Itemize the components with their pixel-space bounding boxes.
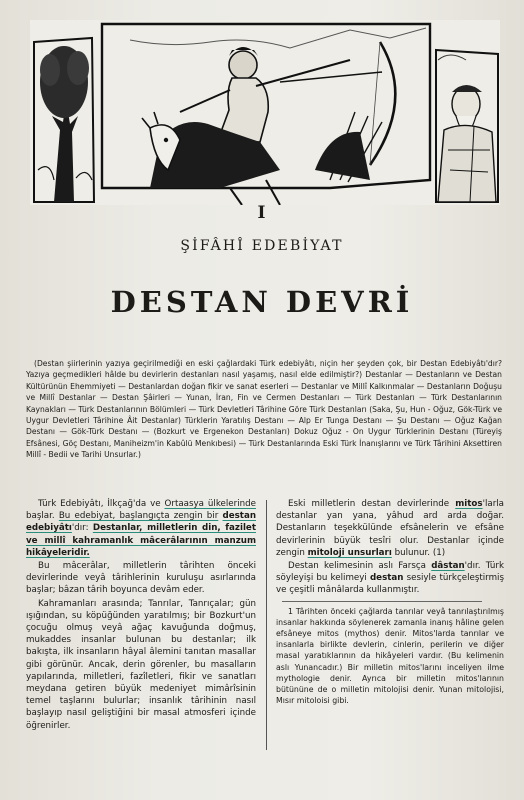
text-run: sesiyle türkçeleştirmiş ve çeşitli mânâlarda kullanmıştır.: [276, 573, 505, 596]
left-paragraph-3: Kahramanları arasında; Tanrılar, Tanrıçalar; gün ışığından, su köpüğünden yaratılmış; bir Bozkurt'un çocuğu olmuş veyâ ağaç kavuğunda doğmuş, mukaddes insanlar bulunan bu destanlar; ilk bakışta, ilk insanların hâyal âlemini tanıtan masallar gibi görünür. Ancak, derin görenler, bu masalların yapılarında, milletleri, fazîletleri, fikir ve sanatları meydana getiren büyük medeniyet mimârîsinin temel taşlarını bulurlar; insanlık târihinin nasıl başlayıp nasıl geliştiğini bir masal atmosferi içinde öğrenirler.: [26, 598, 256, 731]
illustration-svg: [30, 20, 500, 205]
text-run: Türk Edebiyâtı, İlkçağ'da ve: [38, 499, 165, 509]
highlighted-text: Bu edebiyat, başlangıçta zengin bir: [58, 511, 219, 522]
bold-term: mitoloji unsurları: [307, 547, 392, 558]
bold-term: destan: [369, 573, 404, 584]
column-divider: [266, 500, 267, 750]
text-run: Eski milletlerin destan devirlerinde: [288, 499, 456, 509]
bold-definition: Destanlar, milletlerin din, fazilet ve millî kahramanlık mâcerâlarının manzum hikâyeleridir.: [26, 523, 256, 558]
right-paragraph-1: [276, 498, 504, 559]
text-run: Destan kelimesinin aslı Farsça: [288, 561, 432, 572]
text-run: 'dır. Türk söyleyişi bu kelimeyi: [276, 561, 504, 584]
right-column: [276, 498, 504, 707]
chapter-illustration: [30, 20, 500, 205]
chapter-title: DESTAN DEVRİ: [110, 285, 414, 319]
footnote: 1 Târihten önceki çağlarda tanrılar veyâ tanrılaştırılmış insanlar hakkında söylenerek zamanla inanış hâline gelen efsâneye mitos (mythos) denir. Mitos'larda tanrılar ve insanlarla birlikte devlerin, cinlerin, perilerin ve diğer masal yaratıklarının da hikâyeleri vardır. (Bu kelimenin aslı Yunancadır.) Bir milletin mitos'larını inceliyen ilme mythologie denir. Ayrıca bir milletin mitos'larının bütününe de o milletin mitolojisi denir. Yunan mitolojisi, Mısır mitoloisi gibi.: [276, 606, 504, 706]
text-run: 'larla destanlar yan yana, yâhud ard arda doğar. Destanların teşekkülünde efsânelerin ve efsâne devirlerinin büyük tesîri olur. Destanlar içinde zengin: [276, 499, 504, 558]
text-run: bulunur. (1): [391, 547, 446, 558]
text-run: 'dır:: [71, 523, 89, 534]
bold-term: dâstan: [431, 561, 465, 572]
chapter-summary: (Destan şiirlerinin yazıya geçirilmediği en eski çağlardaki Türk edebiyâtı, niçin her şeyden çok, bir Destan Edebiyâtı'dır? Yazıya geçmedikleri hâlde bu devirlerin destanları nasıl yaşamış, nasıl elde edilmiştir?) Destanlar — Destanların ve Destan Kültürünün Ehemmiyeti — Destanlardan doğan fikir ve sanat eserleri — Destanlar ve Millî Kalkınmalar — Destanların Doğuşu ve Millî Destanlar — Destan Şâirleri — Yunan, İran, Fin ve Cermen Destanları — Türk Destanları — Türk Destanlarının Kaynakları — Türk Destanlarının Bölümleri — Türk Devletleri Târihine Göre Türk Destanları (Saka, Şu, Hun - Oğuz, Gök-Türk ve Uygur Devletleri Târihine Âit Destanlar) Türklerin Yaratılış Destanı — Alp Er Tunga Destanı — Şu Destanı — Oğuz Kağan Destanı — Gök-Türk Destanı — (Bozkurt ve Ergenekon Destanları) Dokuz Oğuz - On Uygur Türklerinin Destanı (Türeyiş Efsânesi, Göç Destanı, Manihei̇zm'in Kabûlü Menkıbesi) — Türk Destanlarında Eski Türk İnanışlarını ve Türk Târihini Aksettiren Millî - Bedii ve Tarihi Unsurlar.): [26, 359, 502, 460]
left-paragraph-2: Bu mâcerâlar, milletlerin târihten önceki devirlerinde veyâ târihlerinin kuruluşu asırlarında başlar; bâzan târih boyunca devâm eder.: [26, 561, 256, 596]
text-run: başlar.: [26, 511, 59, 522]
right-paragraph-2: [276, 560, 504, 597]
highlighted-term: mitos: [455, 499, 483, 509]
highlighted-text: Ortaasya ülkelerinde: [164, 499, 256, 509]
footnote-rule: [282, 601, 482, 602]
left-column: [26, 498, 256, 733]
bold-term: destan edebiyâtı: [26, 511, 256, 534]
left-paragraph-1: [26, 498, 256, 559]
section-heading: ŞİFÂHÎ EDEBİYAT: [180, 238, 344, 254]
chapter-number: I: [257, 203, 267, 223]
